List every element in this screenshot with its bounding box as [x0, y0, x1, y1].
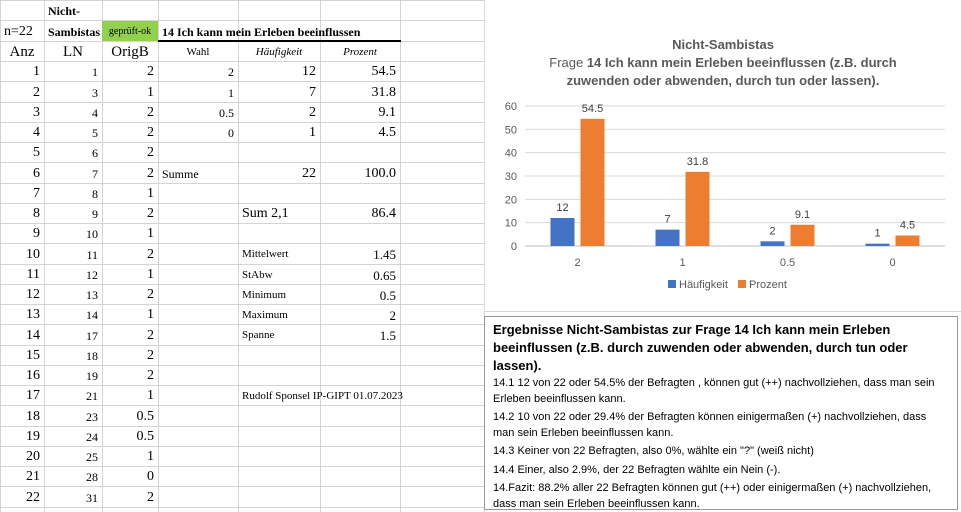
- stat-value[interactable]: 2: [389, 308, 396, 323]
- author-credit[interactable]: Rudolf Sponsel IP-GIPT 01.07.2023: [242, 390, 403, 402]
- results-heading: Ergebnisse Nicht-Sambistas zur Frage 14 Ich kann mein Erleben beeinflussen (z.B. durch zuwenden oder abwenden, durch tun oder lassen).: [493, 322, 908, 373]
- col-header-ln[interactable]: LN: [63, 44, 83, 60]
- summe-label[interactable]: Summe: [162, 167, 199, 181]
- result-14-3: 14.3 Keiner von 22 Befragten, also 0%, wählte ein "?" (weiß nicht): [493, 445, 814, 457]
- grid-row-line: [0, 183, 484, 184]
- grid-row-line: [0, 385, 484, 386]
- cell-haeufigkeit[interactable]: 1: [309, 125, 316, 140]
- grid-row-line: [0, 507, 484, 508]
- cell-origb[interactable]: 2: [147, 125, 154, 140]
- cell-ln[interactable]: 8: [92, 187, 98, 201]
- grid-row-line: [0, 142, 484, 143]
- y-tick-label: 40: [504, 147, 517, 160]
- cell-origb[interactable]: 2: [147, 328, 154, 343]
- result-14-4: 14.4 Einer, also 2.9%, der 22 Befragten wählte ein Nein (-).: [493, 463, 781, 476]
- chart-subtitle-bold: 14 Ich kann mein Erleben beeinflussen (z.B. durch: [586, 55, 897, 70]
- cell-anz[interactable]: 19: [26, 429, 40, 444]
- cell-anz[interactable]: 16: [26, 368, 40, 383]
- y-tick-label: 50: [504, 124, 517, 137]
- bar-chart: [485, 0, 961, 311]
- stat-label[interactable]: Spanne: [242, 329, 275, 341]
- stat-label[interactable]: Mittelwert: [242, 248, 289, 260]
- col-header-haeufigkeit[interactable]: Häufigkeit: [255, 46, 303, 58]
- cell-origb[interactable]: 1: [147, 267, 154, 282]
- stat-value[interactable]: 0.65: [373, 268, 396, 283]
- cell-haeufigkeit[interactable]: 7: [309, 85, 316, 100]
- cell-ln[interactable]: 23: [86, 410, 98, 424]
- cell-origb[interactable]: 2: [147, 206, 154, 221]
- grid-col-line: [238, 0, 239, 512]
- cell-haeufigkeit[interactable]: 2: [309, 105, 316, 120]
- bar-data-label: 12: [556, 202, 569, 214]
- col-header-wahl[interactable]: Wahl: [186, 46, 210, 58]
- cell-ln[interactable]: 1: [92, 65, 98, 79]
- cell-origb[interactable]: 1: [147, 186, 154, 201]
- cell-prozent[interactable]: 54.5: [371, 64, 396, 79]
- grid-row-line: [0, 203, 484, 204]
- grid-row-line: [0, 284, 484, 285]
- x-tick-label: 0: [889, 257, 896, 269]
- results-textbox[interactable]: [484, 316, 958, 510]
- x-tick-label: 2: [574, 257, 581, 269]
- cell-prozent[interactable]: 31.8: [371, 85, 396, 100]
- bar-data-label: 2: [769, 225, 776, 238]
- x-tick-label: 0.5: [779, 257, 796, 269]
- header-n22[interactable]: n=22: [4, 24, 33, 39]
- cell-origb[interactable]: 1: [147, 449, 154, 464]
- chart-subtitle-prefix: Frage: [549, 55, 587, 70]
- chart-subtitle-line2: zuwenden oder abwenden, durch tun oder lassen).: [566, 73, 880, 88]
- cell-origb[interactable]: 2: [147, 105, 154, 120]
- grid-row-line: [0, 102, 484, 103]
- cell-ln[interactable]: 5: [92, 126, 98, 140]
- cell-anz[interactable]: 15: [26, 348, 40, 363]
- grid-col-line: [102, 0, 103, 512]
- y-tick-label: 20: [504, 194, 517, 207]
- cell-anz[interactable]: 8: [33, 206, 40, 221]
- bar-haeufigkeit: [761, 241, 785, 246]
- bar-data-label: 9.1: [794, 208, 811, 221]
- stat-label[interactable]: Maximum: [242, 309, 288, 321]
- cell-origb[interactable]: 2: [147, 64, 154, 79]
- bar-haeufigkeit: [866, 244, 890, 246]
- cell-origb[interactable]: 2: [147, 145, 154, 160]
- grid-row-line: [0, 486, 484, 487]
- bar-data-label: 31.8: [686, 155, 709, 168]
- legend-label-haeufigkeit: Häufigkeit: [679, 279, 728, 291]
- cell-ln[interactable]: 13: [86, 288, 98, 302]
- header-question-title[interactable]: 14 Ich kann mein Erleben beeinflussen: [162, 25, 361, 39]
- cell-anz[interactable]: 18: [26, 409, 40, 424]
- y-tick-label: 0: [510, 241, 517, 253]
- grid-row-line: [0, 446, 484, 447]
- grid-row-line: [0, 345, 484, 346]
- chart-panel[interactable]: [484, 0, 961, 312]
- grid-row-line: [0, 243, 484, 244]
- bar-data-label: 54.5: [581, 102, 604, 115]
- cell-ln[interactable]: 25: [86, 450, 98, 464]
- chart-subtitle-line1: [549, 55, 897, 70]
- result-14-fazit: 14.Fazit: 88.2% aller 22 Befragten können gut (++) oder einigermaßen (+) nachvollziehen, dass man sein Erleben beeinflussen kann.: [493, 482, 932, 510]
- cell-origb[interactable]: 2: [147, 166, 154, 181]
- grid-col-line: [400, 0, 401, 512]
- bar-haeufigkeit: [551, 218, 575, 246]
- grid-col-line: [44, 0, 45, 512]
- cell-anz[interactable]: 21: [26, 469, 40, 484]
- cell-ln[interactable]: 12: [86, 268, 98, 282]
- cell-anz[interactable]: 2: [33, 85, 40, 100]
- cell-origb[interactable]: 2: [147, 247, 154, 262]
- grid-col-line: [158, 0, 159, 512]
- bar-prozent: [581, 119, 605, 246]
- cell-anz[interactable]: 17: [26, 388, 40, 403]
- grid-row-line: [0, 365, 484, 366]
- cell-origb[interactable]: 0: [147, 469, 154, 484]
- cell-origb[interactable]: 2: [147, 287, 154, 302]
- cell-ln[interactable]: 28: [86, 470, 98, 484]
- stat-value[interactable]: 0.5: [379, 288, 396, 303]
- grid-col-line: [0, 0, 1, 512]
- y-tick-label: 10: [504, 217, 517, 230]
- cell-wahl[interactable]: 1: [228, 86, 234, 100]
- cell-origb[interactable]: 2: [147, 348, 154, 363]
- cell-ln[interactable]: 17: [86, 329, 98, 343]
- legend-label-prozent: Prozent: [749, 279, 787, 291]
- bar-data-label: 4.5: [899, 219, 916, 232]
- bar-data-label: 7: [664, 213, 671, 226]
- cell-anz[interactable]: 14: [26, 328, 40, 343]
- x-tick-label: 1: [679, 257, 686, 269]
- legend-swatch-haeufigkeit: [668, 280, 676, 288]
- stat-label[interactable]: Minimum: [242, 289, 287, 301]
- cell-ln[interactable]: 21: [86, 389, 98, 403]
- cell-anz[interactable]: 12: [26, 287, 40, 302]
- cell-ln[interactable]: 11: [86, 248, 98, 262]
- col-header-anz[interactable]: Anz: [9, 44, 35, 60]
- bar-prozent: [791, 225, 815, 246]
- grid-row-line: [0, 223, 484, 224]
- cell-ln[interactable]: 18: [86, 349, 98, 363]
- cell-ln[interactable]: 7: [92, 167, 98, 181]
- cell-wahl[interactable]: 0.5: [219, 106, 234, 120]
- cell-origb[interactable]: 1: [147, 226, 154, 241]
- summe-haeufigkeit[interactable]: 22: [302, 166, 316, 181]
- cell-anz[interactable]: 5: [33, 145, 40, 160]
- grid-row-line: [0, 81, 484, 82]
- header-nicht[interactable]: Nicht-: [48, 4, 80, 18]
- cell-prozent[interactable]: 4.5: [378, 125, 396, 140]
- col-header-prozent[interactable]: Prozent: [343, 46, 377, 58]
- cell-anz[interactable]: 4: [33, 125, 40, 140]
- legend-swatch-prozent: [738, 280, 746, 288]
- header-underline: [158, 40, 401, 42]
- cell-ln[interactable]: 19: [86, 369, 98, 383]
- y-tick-label: 30: [504, 171, 517, 183]
- chart-title: Nicht-Sambistas: [672, 37, 774, 52]
- result-14-2: 14.2 10 von 22 oder 29.4% der Befragten können einigermaßen (+) nachvollziehen, dass man sein Erleben beeinflussen kann.: [493, 411, 927, 439]
- cell-origb[interactable]: 1: [147, 85, 154, 100]
- grid-col-line: [320, 0, 321, 512]
- bar-prozent: [896, 236, 920, 247]
- cell-origb[interactable]: 0.5: [136, 429, 154, 444]
- cell-origb[interactable]: 1: [147, 388, 154, 403]
- cell-origb[interactable]: 2: [147, 368, 154, 383]
- grid-row-line: [0, 0, 484, 1]
- grid-row-line: [0, 61, 484, 62]
- grid-row-line: [0, 122, 484, 123]
- grid-row-line: [0, 264, 484, 265]
- bar-prozent: [686, 172, 710, 246]
- cell-anz[interactable]: 7: [33, 186, 40, 201]
- grid-row-line: [0, 304, 484, 305]
- grid-row-line: [0, 20, 484, 21]
- stat-label[interactable]: StAbw: [242, 269, 273, 281]
- stat-value[interactable]: 1.5: [379, 328, 396, 343]
- sum21-prozent[interactable]: 86.4: [371, 206, 396, 221]
- cell-ln[interactable]: 9: [92, 207, 98, 221]
- grid-row-line: [0, 426, 484, 427]
- cell-anz[interactable]: 9: [33, 226, 40, 241]
- cell-anz[interactable]: 1: [33, 64, 40, 79]
- summe-prozent[interactable]: 100.0: [364, 166, 396, 181]
- sum21-label[interactable]: Sum 2,1: [242, 206, 289, 221]
- cell-anz[interactable]: 10: [26, 247, 40, 262]
- cell-ln[interactable]: 3: [92, 86, 98, 100]
- cell-wahl[interactable]: 2: [228, 65, 234, 79]
- stat-value[interactable]: 1.45: [373, 247, 396, 262]
- cell-ln[interactable]: 4: [92, 106, 98, 120]
- y-tick-label: 60: [504, 101, 517, 113]
- cell-origb[interactable]: 2: [147, 490, 154, 505]
- cell-origb[interactable]: 1: [147, 307, 154, 322]
- cell-anz[interactable]: 11: [26, 267, 40, 282]
- bar-haeufigkeit: [656, 230, 680, 246]
- cell-ln[interactable]: 6: [92, 146, 98, 160]
- cell-ln[interactable]: 10: [86, 227, 98, 241]
- cell-haeufigkeit[interactable]: 12: [302, 64, 316, 79]
- col-header-origb[interactable]: OrigB: [111, 44, 149, 60]
- grid-row-line: [0, 466, 484, 467]
- cell-anz[interactable]: 20: [26, 449, 40, 464]
- cell-anz[interactable]: 3: [33, 105, 40, 120]
- header-sambistas[interactable]: Sambistas: [48, 25, 101, 39]
- result-14-1: 14.1 12 von 22 oder 54.5% der Befragten , können gut (++) nachvollziehen, dass man sein Erleben beeinflussen kann.: [493, 377, 935, 405]
- header-geprueft-ok[interactable]: geprüft-ok: [108, 26, 152, 37]
- cell-ln[interactable]: 24: [86, 430, 98, 444]
- cell-origb[interactable]: 0.5: [136, 409, 154, 424]
- grid-row-line: [0, 324, 484, 325]
- cell-ln[interactable]: 31: [86, 491, 98, 505]
- cell-anz[interactable]: 13: [26, 307, 40, 322]
- grid-row-line: [0, 405, 484, 406]
- bar-data-label: 1: [874, 227, 881, 240]
- cell-prozent[interactable]: 9.1: [378, 105, 396, 120]
- grid-row-line: [0, 162, 484, 163]
- cell-ln[interactable]: 14: [86, 308, 98, 322]
- cell-anz[interactable]: 6: [33, 166, 40, 181]
- cell-wahl[interactable]: 0: [228, 126, 234, 140]
- cell-anz[interactable]: 22: [26, 490, 40, 505]
